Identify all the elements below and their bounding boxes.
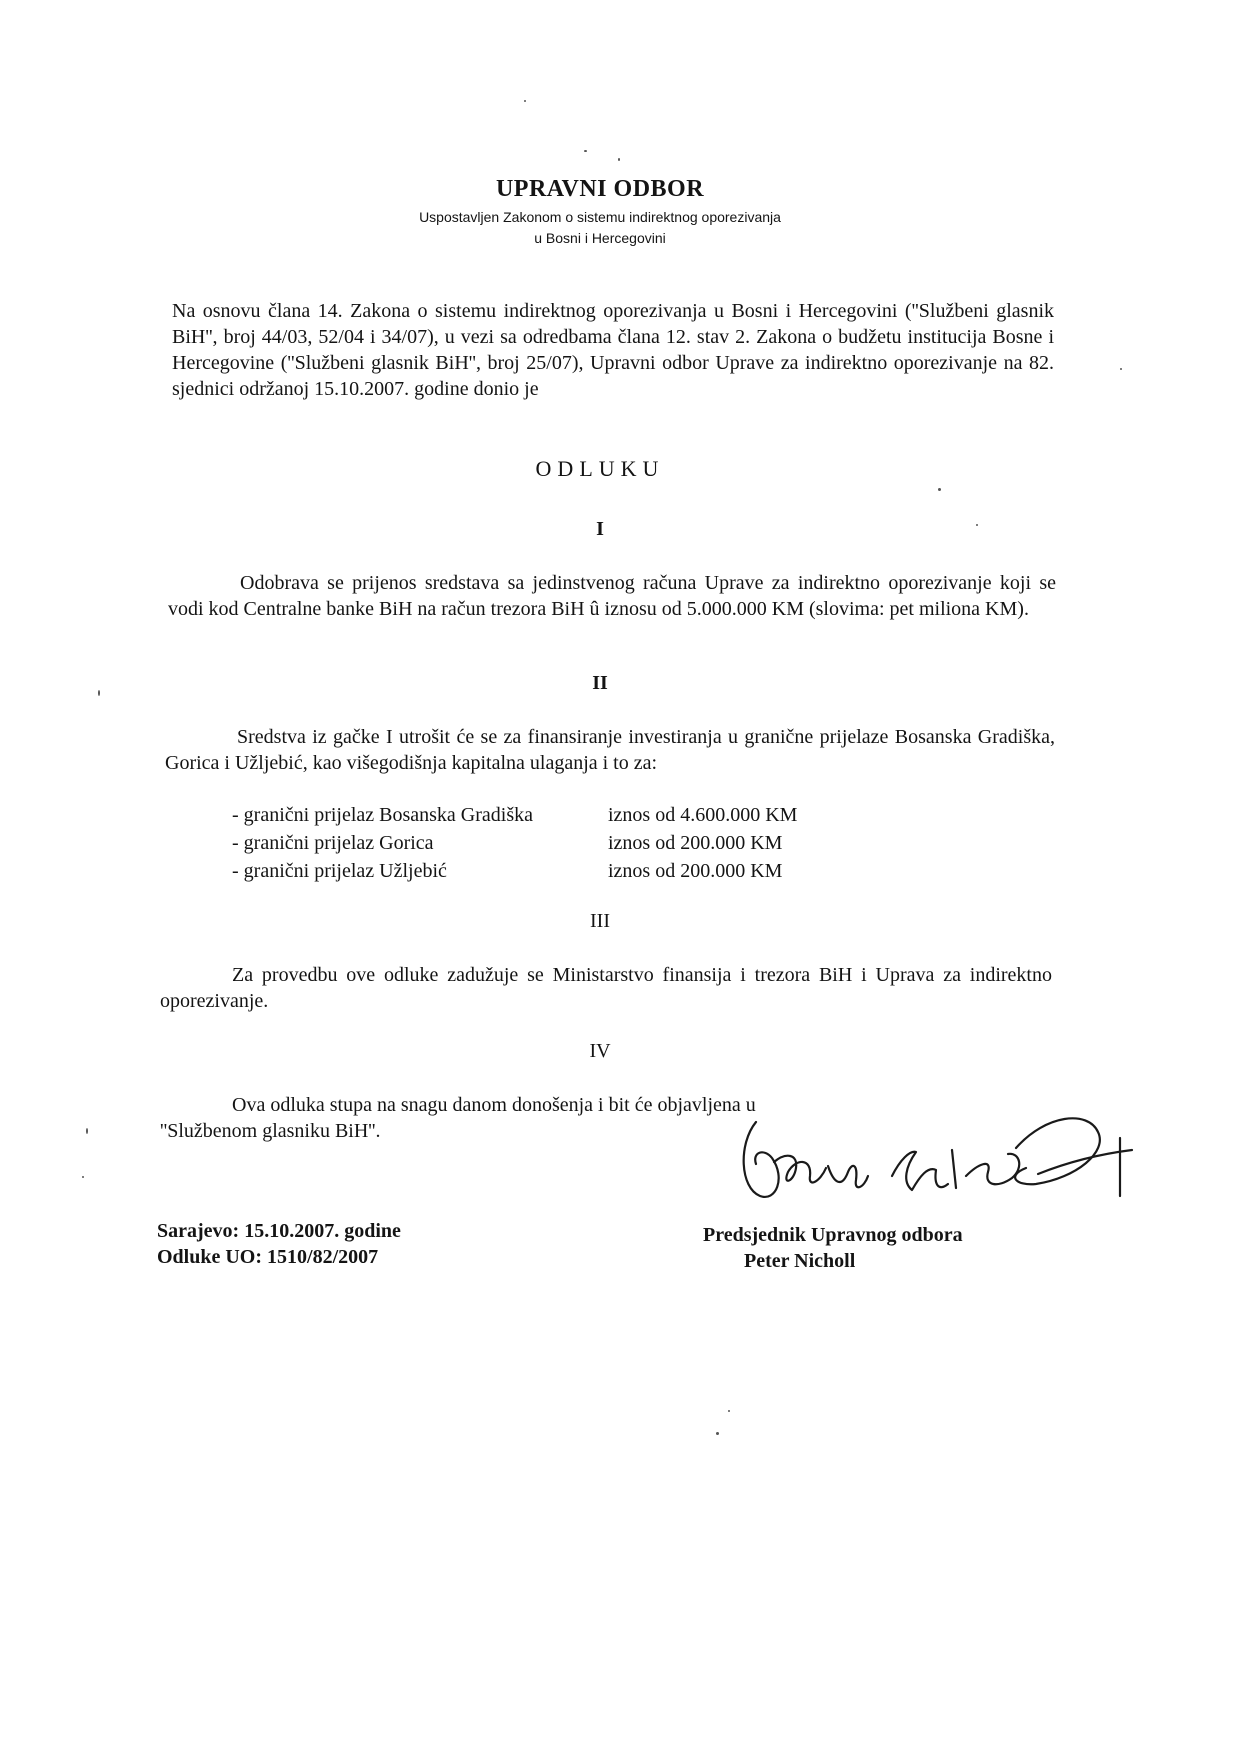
scan-speck [728, 1410, 730, 1412]
place-and-date: Sarajevo: 15.10.2007. godine [157, 1220, 401, 1242]
decision-title: ODLUKU [535, 456, 665, 481]
signatory-name: Peter Nicholl [744, 1250, 856, 1272]
crossing-row [232, 858, 852, 884]
crossing-name: - granični prijelaz Bosanska Gradiška [232, 804, 534, 826]
scan-speck [716, 1432, 719, 1435]
board-subtitle-line1: Uspostavljen Zakonom o sistemu indirektnog oporezivanja [419, 209, 781, 225]
crossing-amount: iznos od 4.600.000 KM [608, 804, 798, 826]
scan-speck [82, 1176, 84, 1178]
decision-number: Odluke UO: 1510/82/2007 [157, 1246, 379, 1268]
scan-speck [938, 488, 941, 491]
section-numeral-2: II [592, 672, 608, 694]
board-subtitle-line2: u Bosni i Hercegovini [534, 230, 666, 246]
section-numeral-1: I [596, 518, 604, 540]
crossing-amount: iznos od 200.000 KM [608, 832, 783, 854]
crossing-row [232, 802, 852, 828]
crossing-name: - granični prijelaz Užljebić [232, 860, 447, 882]
scan-speck [584, 150, 587, 152]
scan-speck [98, 690, 100, 696]
section-text-4: Ova odluka stupa na snagu danom donošenja i bit će objavljena u ''Službenom glasniku BiH''. [160, 1094, 756, 1142]
board-title: UPRAVNI ODBOR [495, 176, 705, 202]
scan-speck [524, 100, 526, 102]
section-numeral-3: III [590, 910, 610, 932]
crossing-amount: iznos od 200.000 KM [608, 860, 783, 882]
scan-speck [86, 1128, 88, 1134]
signatory-role: Predsjednik Upravnog odbora [703, 1224, 963, 1246]
preamble-paragraph: Na osnovu člana 14. Zakona o sistemu indirektnog oporezivanja u Bosni i Hercegovini (''Službeni glasnik BiH'', broj 44/03, 52/04 i 34/07), u vezi sa odredbama člana 12. stav 2. Zakona o budžetu institucija Bosne i Hercegovine (''Službeni glasnik BiH'', broj 25/07), Upravni odbor Uprave za indirektno oporezivanje na 82. sjednici održanoj 15.10.2007. godine donio je [172, 300, 1054, 400]
section-numeral-4: IV [589, 1040, 611, 1062]
section-text-3: Za provedbu ove odluke zadužuje se Ministarstvo finansija i trezora BiH i Uprava za indirektno oporezivanje. [160, 964, 1052, 1012]
section-text-2: Sredstva iz gačke I utrošit će se za finansiranje investiranja u granične prijelaze Bosanska Gradiška, Gorica i Užljebić, kao višegodišnja kapitalna ulaganja i to za: [165, 726, 1055, 774]
scan-speck [976, 524, 978, 526]
scan-speck [618, 158, 620, 161]
scan-speck [1120, 368, 1122, 370]
handwritten-signature [716, 1092, 1136, 1216]
section-text-1: Odobrava se prijenos sredstava sa jedinstvenog računa Uprave za indirektno oporezivanje koji se vodi kod Centralne banke BiH na račun trezora BiH û iznosu od 5.000.000 KM (slovima: pet miliona KM). [168, 572, 1056, 620]
crossing-row [232, 830, 852, 856]
crossing-name: - granični prijelaz Gorica [232, 832, 434, 854]
